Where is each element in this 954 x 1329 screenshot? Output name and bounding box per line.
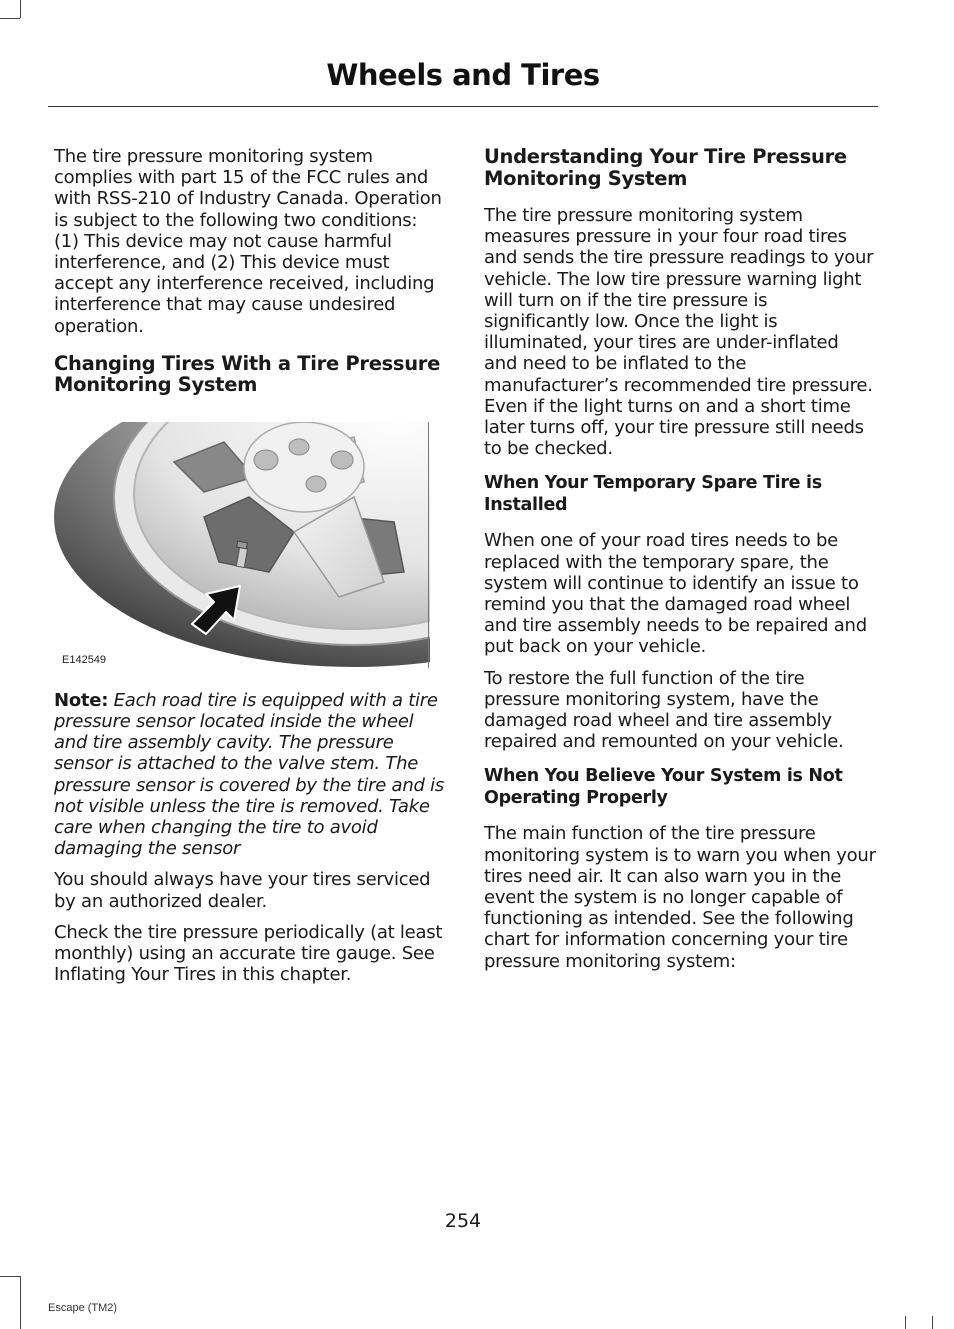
section-heading-changing-tires: Changing Tires With a Tire Pressure Monitoring System: [54, 351, 441, 397]
left-column: [54, 146, 446, 995]
section-heading-understanding: Understanding Your Tire Pressure Monitoring System: [484, 145, 847, 190]
crop-mark: [20, 0, 21, 18]
right-column: [484, 146, 876, 982]
figure-code: E142549: [62, 653, 107, 666]
understanding-paragraph: The tire pressure monitoring system measures pressure in your four road tires and sends the tire pressure readings to your vehicle. The low tire pressure warning light will turn on if the tire pressure is significantly low. Once the light is illuminated, your tires are under-inflated and need to be inflated to the manufacturer’s recommended tire pressure. Even if the light turns on and a short time later turns off, your tire pressure still needs to be checked.: [484, 205, 874, 460]
title-divider: [48, 106, 878, 107]
spare-tire-paragraph: When one of your road tires needs to be replaced with the temporary spare, the system will continue to identify an issue to remind you that the damaged road wheel and tire assembly needs to be repaired and put back on your vehicle.: [484, 530, 867, 658]
page-title: Wheels and Tires: [326, 58, 600, 92]
footer-model: Escape (TM2): [48, 1302, 118, 1314]
service-paragraph: You should always have your tires serviced by an authorized dealer.: [54, 869, 431, 912]
tire-valve-illustration: [54, 422, 430, 668]
crop-mark: [932, 1316, 933, 1329]
fcc-compliance-paragraph: The tire pressure monitoring system complies with part 15 of the FCC rules and with RSS-210 of Industry Canada. Operation is subject to the following two conditions: (1) This device may not cause harmful interference, and (2) This device must accept any interference received, including interference that may cause undesired operation.: [54, 146, 442, 337]
page-number: 254: [444, 1210, 482, 1232]
crop-mark: [905, 1316, 906, 1329]
wheel-illustration: [54, 422, 430, 668]
subheading-temporary-spare: When Your Temporary Spare Tire is Installed: [484, 473, 822, 515]
note-label: Note:: [54, 689, 109, 711]
check-pressure-paragraph: Check the tire pressure periodically (at least monthly) using an accurate tire gauge. See Inflating Your Tires in this chapter.: [54, 921, 443, 986]
note-text: Each road tire is equipped with a tire pressure sensor located inside the wheel and tire assembly cavity. The pressure sensor is attached to the valve stem. The pressure sensor is covered by the tire and is not visible unless the tire is removed. Take care when changing the tire to avoid damaging the sensor: [54, 689, 445, 860]
crop-mark: [0, 18, 20, 19]
subheading-not-operating: When You Believe Your System is Not Operating Properly: [484, 766, 843, 808]
note-paragraph: [54, 690, 446, 860]
restore-function-paragraph: To restore the full function of the tire pressure monitoring system, have the damaged road wheel and tire assembly repaired and remounted on your vehicle.: [484, 667, 844, 753]
main-function-paragraph: The main function of the tire pressure monitoring system is to warn you when your tires need air. It can also warn you in the event the system is no longer capable of functioning as intended. See the following chart for information concerning your tire pressure monitoring system:: [484, 823, 876, 972]
crop-mark: [0, 1276, 20, 1277]
crop-mark: [20, 1276, 21, 1329]
